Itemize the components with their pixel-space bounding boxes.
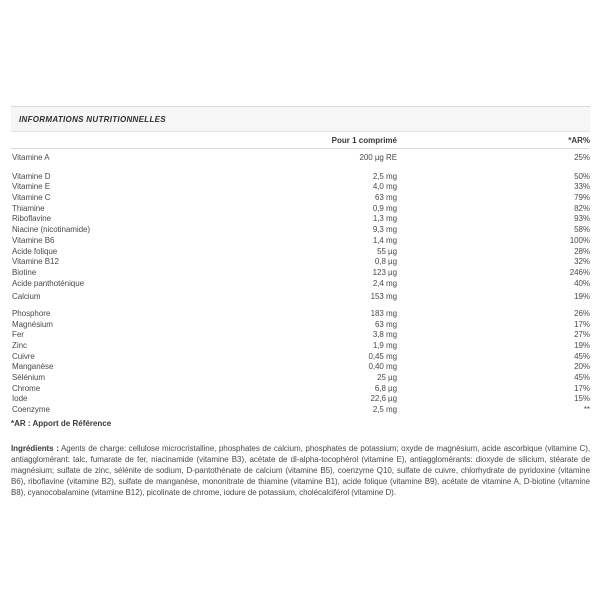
table-row <box>11 204 590 215</box>
table-row <box>11 320 590 331</box>
row-label: Vitamine B12 <box>12 257 59 267</box>
row-label: Magnésium <box>12 319 53 329</box>
row-value: 55 µg <box>377 246 397 256</box>
row-value: 0,8 µg <box>374 257 397 267</box>
row-ar: 50% <box>574 171 590 181</box>
row-value: 200 µg RE <box>359 153 397 162</box>
row-label: Sélénium <box>12 373 45 383</box>
row-label: Vitamine D <box>12 171 51 181</box>
table-row <box>11 153 590 164</box>
row-ar: 93% <box>574 214 590 224</box>
row-label: Vitamine C <box>12 193 51 203</box>
row-label: Niacine (nicotinamide) <box>12 225 91 235</box>
table-row <box>11 362 590 373</box>
ingredients-paragraph <box>11 443 590 498</box>
table-row <box>11 352 590 363</box>
row-value: 9,3 mg <box>372 225 397 235</box>
row-label: Vitamine B6 <box>12 235 55 245</box>
row-value: 0,40 mg <box>368 362 397 372</box>
ingredients-text: Agents de charge: cellulose microcristalline, phosphates de calcium, phosphates de potassium; oxyde de magnésium, acide ascorbique (vitamine C), antiagglomérant: talc, fumarate de fer, niacinamide (vitamine B3), acétate de dl-alpha-tocophérol (vitamine E), antiagglomérants: dioxyde de silicium, stéarate de magnésium; sulfate de zinc, sélénite de sodium, D-pantothénate de calcium (vitamine B5), coenzyme Q10, sulfate de cuivre, chlorhydrate de pyridoxine (vitamine B6), riboflavine (vitamine B2), sulfate de manganèse, mononitrate de thiamine (vitamine B1), acide folique (vitamine B9), acétate de vitamine A, D-biotine (vitamine B8), cyanocobalamine (vitamine B12), picolinate de chrome, iodure de potassium, cholécalciférol (vitamine D). <box>11 443 591 497</box>
row-value: 1,9 mg <box>372 341 397 350</box>
table-row <box>11 247 590 258</box>
nutrition-table <box>11 106 590 506</box>
row-ar: 33% <box>574 182 590 192</box>
table-header-row <box>11 132 590 149</box>
table-row <box>11 292 590 303</box>
col-header-ar: *AR% <box>568 135 590 145</box>
row-value: 6,8 µg <box>374 383 397 393</box>
row-label: Acide folique <box>12 246 58 256</box>
row-value: 63 mg <box>375 319 397 329</box>
row-value: 22,6 µg <box>370 394 397 404</box>
row-value: 123 µg <box>372 267 397 277</box>
row-label: Cuivre <box>12 351 35 361</box>
row-value: 63 mg <box>375 193 397 203</box>
row-value: 183 mg <box>370 308 397 318</box>
row-label: Coenzyme <box>12 405 50 415</box>
row-value: 1,3 mg <box>372 214 397 224</box>
row-ar: 40% <box>574 278 590 288</box>
row-value: 25 µg <box>377 373 397 383</box>
row-ar: 26% <box>574 308 590 318</box>
row-ar: 25% <box>574 153 590 162</box>
row-label: Manganèse <box>12 362 54 372</box>
table-row <box>11 330 590 341</box>
row-value: 153 mg <box>370 292 397 302</box>
row-ar: 20% <box>574 362 590 372</box>
row-ar: 246% <box>569 267 590 277</box>
table-row <box>11 405 590 416</box>
row-label: Vitamine E <box>12 182 51 192</box>
row-label: Phosphore <box>12 308 51 318</box>
table-row <box>11 268 590 279</box>
table-row <box>11 309 590 320</box>
row-ar: 28% <box>574 246 590 256</box>
row-value: 0,9 mg <box>372 203 397 213</box>
row-label: Iode <box>12 394 28 404</box>
table-row <box>11 257 590 268</box>
row-ar: 32% <box>574 257 590 267</box>
row-ar: 100% <box>569 235 590 245</box>
ar-footnote: *AR : Apport de Référence <box>11 418 112 428</box>
row-ar: 45% <box>574 373 590 383</box>
table-row <box>11 279 590 290</box>
row-label: Thiamine <box>12 203 45 213</box>
table-row <box>11 341 590 352</box>
ingredients-label: Ingrédients : <box>11 443 59 453</box>
row-ar: 19% <box>574 341 590 350</box>
table-row <box>11 225 590 236</box>
row-label: Chrome <box>12 383 41 393</box>
row-ar: 17% <box>574 319 590 329</box>
table-row <box>11 182 590 193</box>
row-ar: 27% <box>574 330 590 340</box>
row-value: 1,4 mg <box>372 235 397 245</box>
table-row <box>11 236 590 247</box>
row-ar: 45% <box>574 351 590 361</box>
row-value: 2,4 mg <box>372 278 397 288</box>
row-label: Biotine <box>12 267 37 277</box>
row-label: Acide panthoténique <box>12 278 84 288</box>
row-ar: 58% <box>574 225 590 235</box>
row-label: Vitamine A <box>12 153 50 162</box>
row-value: 3,8 mg <box>372 330 397 340</box>
row-ar: 82% <box>574 203 590 213</box>
row-ar: ** <box>583 405 590 415</box>
row-value: 0,45 mg <box>368 351 397 361</box>
row-value: 4,0 mg <box>372 182 397 192</box>
table-title-band <box>11 106 590 132</box>
row-value: 2,5 mg <box>372 405 397 415</box>
row-label: Zinc <box>12 341 27 350</box>
row-label: Riboflavine <box>12 214 52 224</box>
table-row <box>11 373 590 384</box>
row-label: Calcium <box>12 292 41 302</box>
col-header-serving: Pour 1 comprimé <box>331 135 397 145</box>
row-ar: 17% <box>574 383 590 393</box>
nutrition-rows <box>11 149 590 416</box>
table-row <box>11 384 590 395</box>
table-title: INFORMATIONS NUTRITIONNELLES <box>19 114 166 124</box>
row-ar: 19% <box>574 292 590 302</box>
row-ar: 79% <box>574 193 590 203</box>
table-row <box>11 394 590 405</box>
row-label: Fer <box>12 330 24 340</box>
table-row <box>11 214 590 225</box>
row-value: 2,5 mg <box>372 171 397 181</box>
table-row <box>11 172 590 183</box>
row-ar: 15% <box>574 394 590 404</box>
table-row <box>11 193 590 204</box>
